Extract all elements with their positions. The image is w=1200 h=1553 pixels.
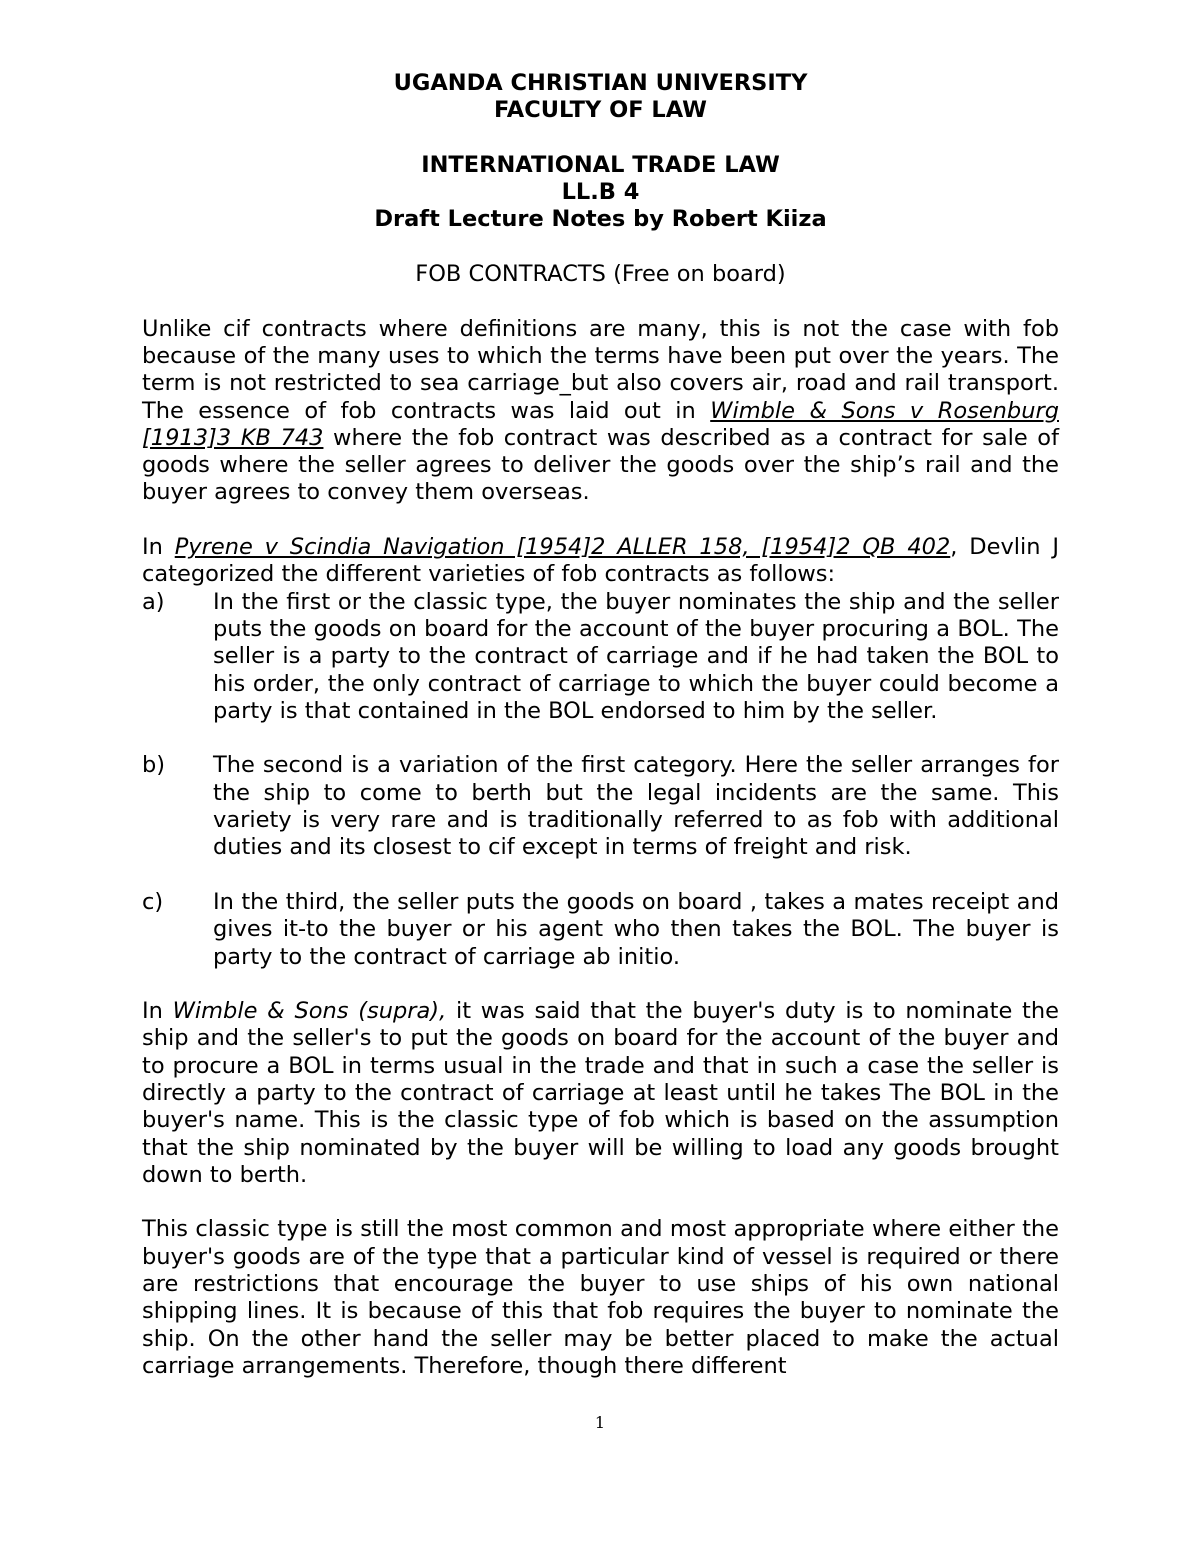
paragraph-1-text-b: where the fob contract was described as a contract for sale of goods where the seller agrees to deliver the goods over the ship’s rail and the buyer agrees to convey them overseas. xyxy=(142,424,1059,506)
spacer xyxy=(142,1189,1059,1216)
university-name: UGANDA CHRISTIAN UNIVERSITY xyxy=(393,70,808,96)
section-title: FOB CONTRACTS (Free on board) xyxy=(415,261,786,288)
list-text: The second is a variation of the first category. Here the seller arranges for the ship to come to berth but the legal incidents are the same. This variety is very rare and is traditionally referred to as fob with additional duties and its closest to cif except in terms of freight and risk. xyxy=(213,752,1059,861)
case-citation-pyrene: Pyrene v Scindia Navigation [1954]2 ALLER 158, [1954]2 QB 402 xyxy=(174,534,951,561)
faculty-name: FACULTY OF LAW xyxy=(494,97,707,124)
paragraph-4: This classic type is still the most common and most appropriate where either the buyer's goods are of the type that a particular kind of vessel is required or there are restrictions that encourage the buyer to use ships of his own national shipping lines. It is because of this that fob requires the buyer to nominate the ship. On the other hand the seller may be better placed to make the actual carriage arrangements. Therefore, though there different xyxy=(142,1216,1059,1379)
list-label: c) xyxy=(142,888,164,915)
paragraph-3-text-a: In xyxy=(142,998,173,1025)
document-page xyxy=(142,70,1059,1380)
list-label: a) xyxy=(142,588,165,615)
paragraph-2-text-b: , Devlin J categorized the different varieties of fob contracts as follows: xyxy=(142,534,1059,588)
paragraph-2-text-a: In xyxy=(142,534,175,561)
paragraph-1 xyxy=(142,316,1059,507)
list-item-c xyxy=(142,889,1059,971)
page-number: 1 xyxy=(594,1413,606,1432)
course-level: LL.B 4 xyxy=(561,179,640,206)
spacer xyxy=(142,725,1059,752)
paragraph-3-text-b: it was said that the buyer's duty is to nominate the ship and the seller's to put the goods on board for the account of the buyer and to procure a BOL in terms usual in the trade and that in such a case the seller is directly a party to the contract of carriage at least until he takes The BOL in the buyer's name. This is the classic type of fob which is based on the assumption that the ship nominated by the buyer will be willing to load any goods brought down to berth. xyxy=(142,998,1059,1188)
spacer xyxy=(142,288,1059,315)
course-title: INTERNATIONAL TRADE LAW xyxy=(421,151,780,178)
list-item-a xyxy=(142,589,1059,725)
spacer xyxy=(142,971,1059,998)
list-item-b xyxy=(142,752,1059,861)
paragraph-1-text-a: Unlike cif contracts where definitions are many, this is not the case with fob because of the many uses to which the terms have been put over the years. The term is not restricted to sea carriage_but also covers air, road and rail transport. The essence of fob contracts was laid out in xyxy=(142,315,1059,424)
paragraph-2 xyxy=(142,534,1059,589)
author-line: Draft Lecture Notes by Robert Kiiza xyxy=(374,206,827,233)
spacer xyxy=(142,862,1059,889)
document-header xyxy=(142,70,1059,234)
case-citation-wimble: Wimble & Sons v Rosenburg [1913]3 KB 743 xyxy=(142,397,1059,451)
case-reference-supra: Wimble & Sons (supra), xyxy=(172,998,447,1025)
spacer xyxy=(142,125,1059,152)
list-text: In the third, the seller puts the goods on board , takes a mates receipt and gives it-to the buyer or his agent who then takes the BOL. The buyer is party to the contract of carriage ab initio. xyxy=(213,888,1059,970)
list-label: b) xyxy=(142,752,166,779)
spacer xyxy=(142,234,1059,261)
paragraph-3 xyxy=(142,998,1059,1189)
spacer xyxy=(142,507,1059,534)
list-text: In the first or the classic type, the buyer nominates the ship and the seller puts the goods on board for the account of the buyer procuring a BOL. The seller is a party to the contract of carriage and if he had taken the BOL to his order, the only contract of carriage to which the buyer could become a party is that contained in the BOL endorsed to him by the seller. xyxy=(213,588,1059,724)
